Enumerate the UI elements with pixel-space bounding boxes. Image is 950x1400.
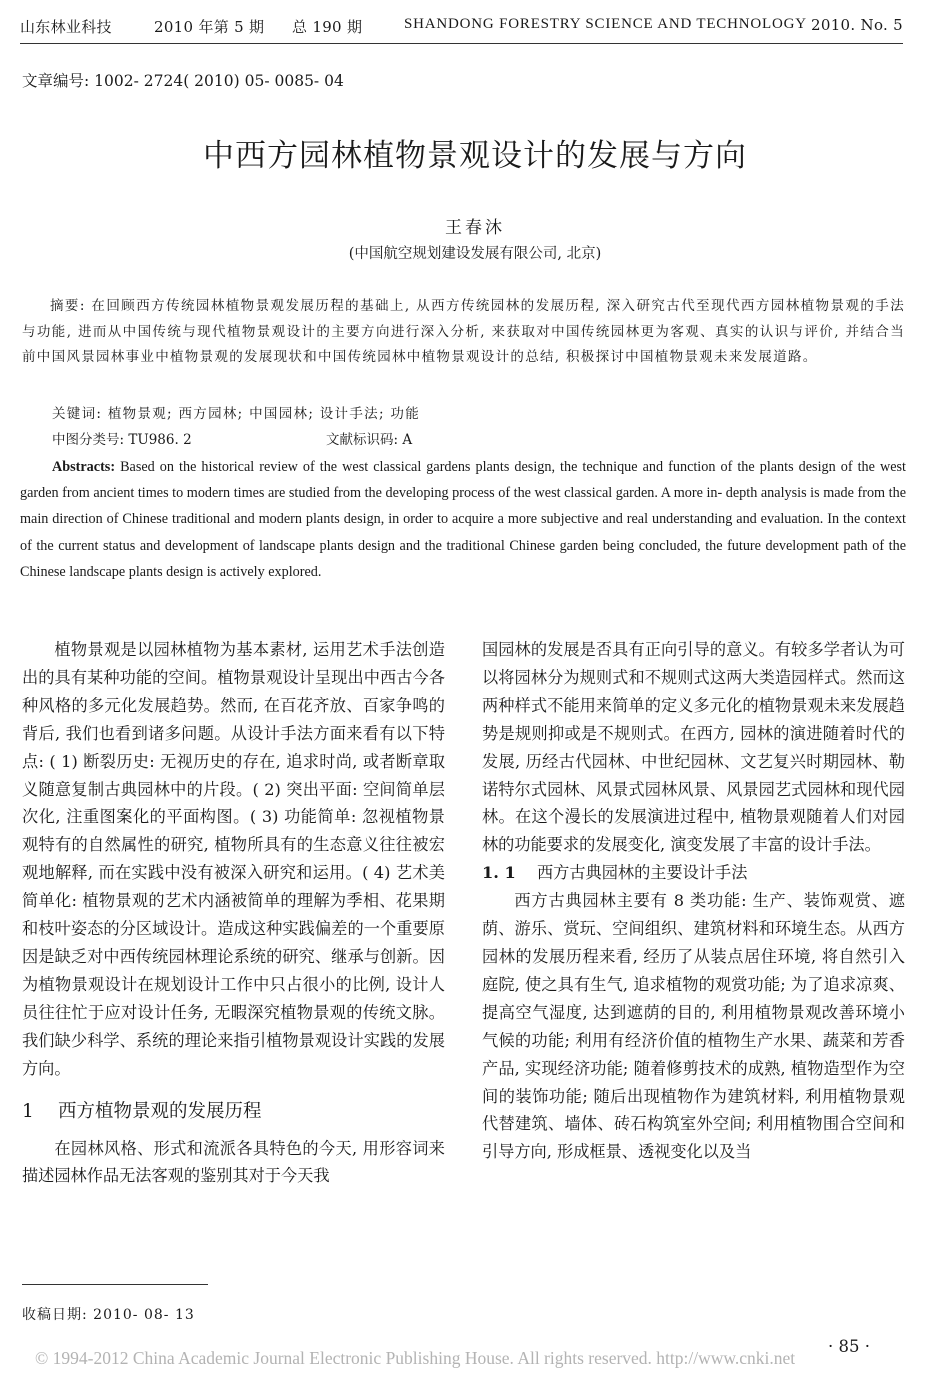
header-journal-en: SHANDONG FORESTRY SCIENCE AND TECHNOLOGY <box>404 16 807 32</box>
author-name: 王春沐 <box>445 218 505 238</box>
right-column <box>482 636 905 1166</box>
section-1-1-number: 1. 1 <box>482 863 516 883</box>
section-1-paragraph: 在园林风格、形式和流派各具特色的今天, 用形容词来描述园林作品无法客观的鉴别其对于今天我 <box>22 1138 445 1186</box>
section-1-1-heading <box>482 859 905 887</box>
section-1-paragraph-continued: 国园林的发展是否具有正向引导的意义。有较多学者认为可以将园林分为规则式和不规则式这两大类造园样式。然而这两种样式不能用来简单的定义多元化的植物景观未来发展趋势是规则抑或是不规则式。在西方, 园林的演进随着时代的发展, 历经古代园林、中世纪园林、文艺复兴时期园林、勒诺特尔式园林、风景式园林风景、风景园艺式园林和现代园林。在这个漫长的发展演进过程中, 植物景观随着人们对园林的功能要求的发展变化, 演变发展了丰富的设计手法。 <box>482 640 905 855</box>
paper-title: 中西方园林植物景观设计的发展与方向 <box>203 138 747 174</box>
abstract-en-text: Based on the historical review of the west classical gardens plants design, the technique and function of the plants design of the west garden from ancient times to modern times are studied from the developing process of the west classical garden. A more in- depth analysis is made from the main direction of Chinese traditional and modern plants design, in order to acquire a more subjective and real understanding and evaluation. In the context of the current status and development of landscape plants design and the traditional Chinese garden being concluded, the future development path of the Chinese landscape plants design is actively explored. <box>20 459 906 580</box>
header-issue-en: 2010. No. 5 <box>811 16 903 34</box>
section-1-1-title: 西方古典园林的主要设计手法 <box>537 863 748 883</box>
classification-code: 中图分类号: TU986. 2 <box>52 432 192 448</box>
keywords: 关键词: 植物景观; 西方园林; 中国园林; 设计手法; 功能 <box>52 406 420 422</box>
section-1-title: 西方植物景观的发展历程 <box>58 1100 262 1122</box>
copyright-watermark: © 1994-2012 China Academic Journal Electronic Publishing House. All rights reserved. http://www.cnki.net <box>35 1348 796 1368</box>
abstract-en-label: Abstracts: <box>52 459 116 475</box>
footnote-rule <box>22 1284 208 1285</box>
classification-line <box>52 428 652 448</box>
running-header <box>20 12 903 44</box>
header-issue-cn: 2010 年第 5 期 <box>154 18 265 36</box>
section-1-number: 1 <box>22 1100 34 1122</box>
section-1-heading <box>22 1099 445 1125</box>
abstract-cn: 摘要: 在回顾西方传统园林植物景观发展历程的基础上, 从西方传统园林的发展历程, 深入研究古代至现代西方园林植物景观的手法与功能, 进而从中国传统与现代植物景观设计的主要方向进行深入分析, 来获取对中国传统园林更为客观、真实的认识与评价, 并结合当前中国风景园林事业中植物景观的发展现状和中国传统园林中植物景观设计的总结, 积极探讨中国植物景观未来发展道路。 <box>22 298 905 365</box>
author-affiliation: (中国航空规划建设发展有限公司, 北京) <box>348 246 602 262</box>
header-journal-cn: 山东林业科技 <box>20 18 112 36</box>
document-code: 文献标识码: A <box>326 432 413 448</box>
header-total-issue: 总 190 期 <box>292 18 363 36</box>
section-1-1-paragraph: 西方古典园林主要有 8 类功能: 生产、装饰观赏、遮荫、游乐、赏玩、空间组织、建筑材料和环境生态。从西方园林的发展历程来看, 经历了从装点居住环境, 将自然引入庭院, 使之具有生气, 追求植物的观赏功能; 为了追求凉爽、提高空气湿度, 达到遮荫的目的, 利用植物景观改善环境小气候的功能; 利用有经济价值的植物生产水果、蔬菜和芳香产品, 实现经济功能; 随着修剪技术的成熟, 植物造型作为空间的装饰功能; 随后出现植物作为建筑材料, 利用植物景观代替建筑、墙体、砖石构筑室外空间; 利用植物围合空间和引导方向, 形成框景、透视变化以及当 <box>482 891 905 1162</box>
intro-paragraph: 植物景观是以园林植物为基本素材, 运用艺术手法创造出的具有某种功能的空间。植物景观设计呈现出中西古今各种风格的多元化发展趋势。然而, 在百花齐放、百家争鸣的背后, 我们也看到诸多问题。从设计手法方面来看有以下特点: ( 1) 断裂历史: 无视历史的存在, 追求时尚, 或者断章取义随意复制古典园林中的片段。( 2) 突出平面: 空间简单层次化, 注重图案化的平面构图。( 3) 功能简单: 忽视植物景观特有的自然属性的研究, 植物所具有的生态意义往往被宏观地解释, 而在实践中没有被深入研究和运用。( 4) 艺术美简单化: 植物景观的艺术内涵被简单的理解为季相、花果期和枝叶姿态的分区域设计。造成这种实践偏差的一个重要原因是缺乏对中西传统园林理论系统的研究、继承与创新。因为植物景观设计在规划设计工作中只占很小的比例, 设计人员往往忙于应对设计任务, 无暇深究植物景观的传统文脉。我们缺少科学、系统的理论来指引植物景观设计实践的发展方向。 <box>22 640 445 1078</box>
abstract-en <box>20 454 906 585</box>
article-number: 文章编号: 1002- 2724( 2010) 05- 0085- 04 <box>22 72 344 90</box>
left-column <box>22 636 445 1190</box>
page-number: · 85 · <box>828 1337 870 1356</box>
received-date: 收稿日期: 2010- 08- 13 <box>22 1307 195 1323</box>
